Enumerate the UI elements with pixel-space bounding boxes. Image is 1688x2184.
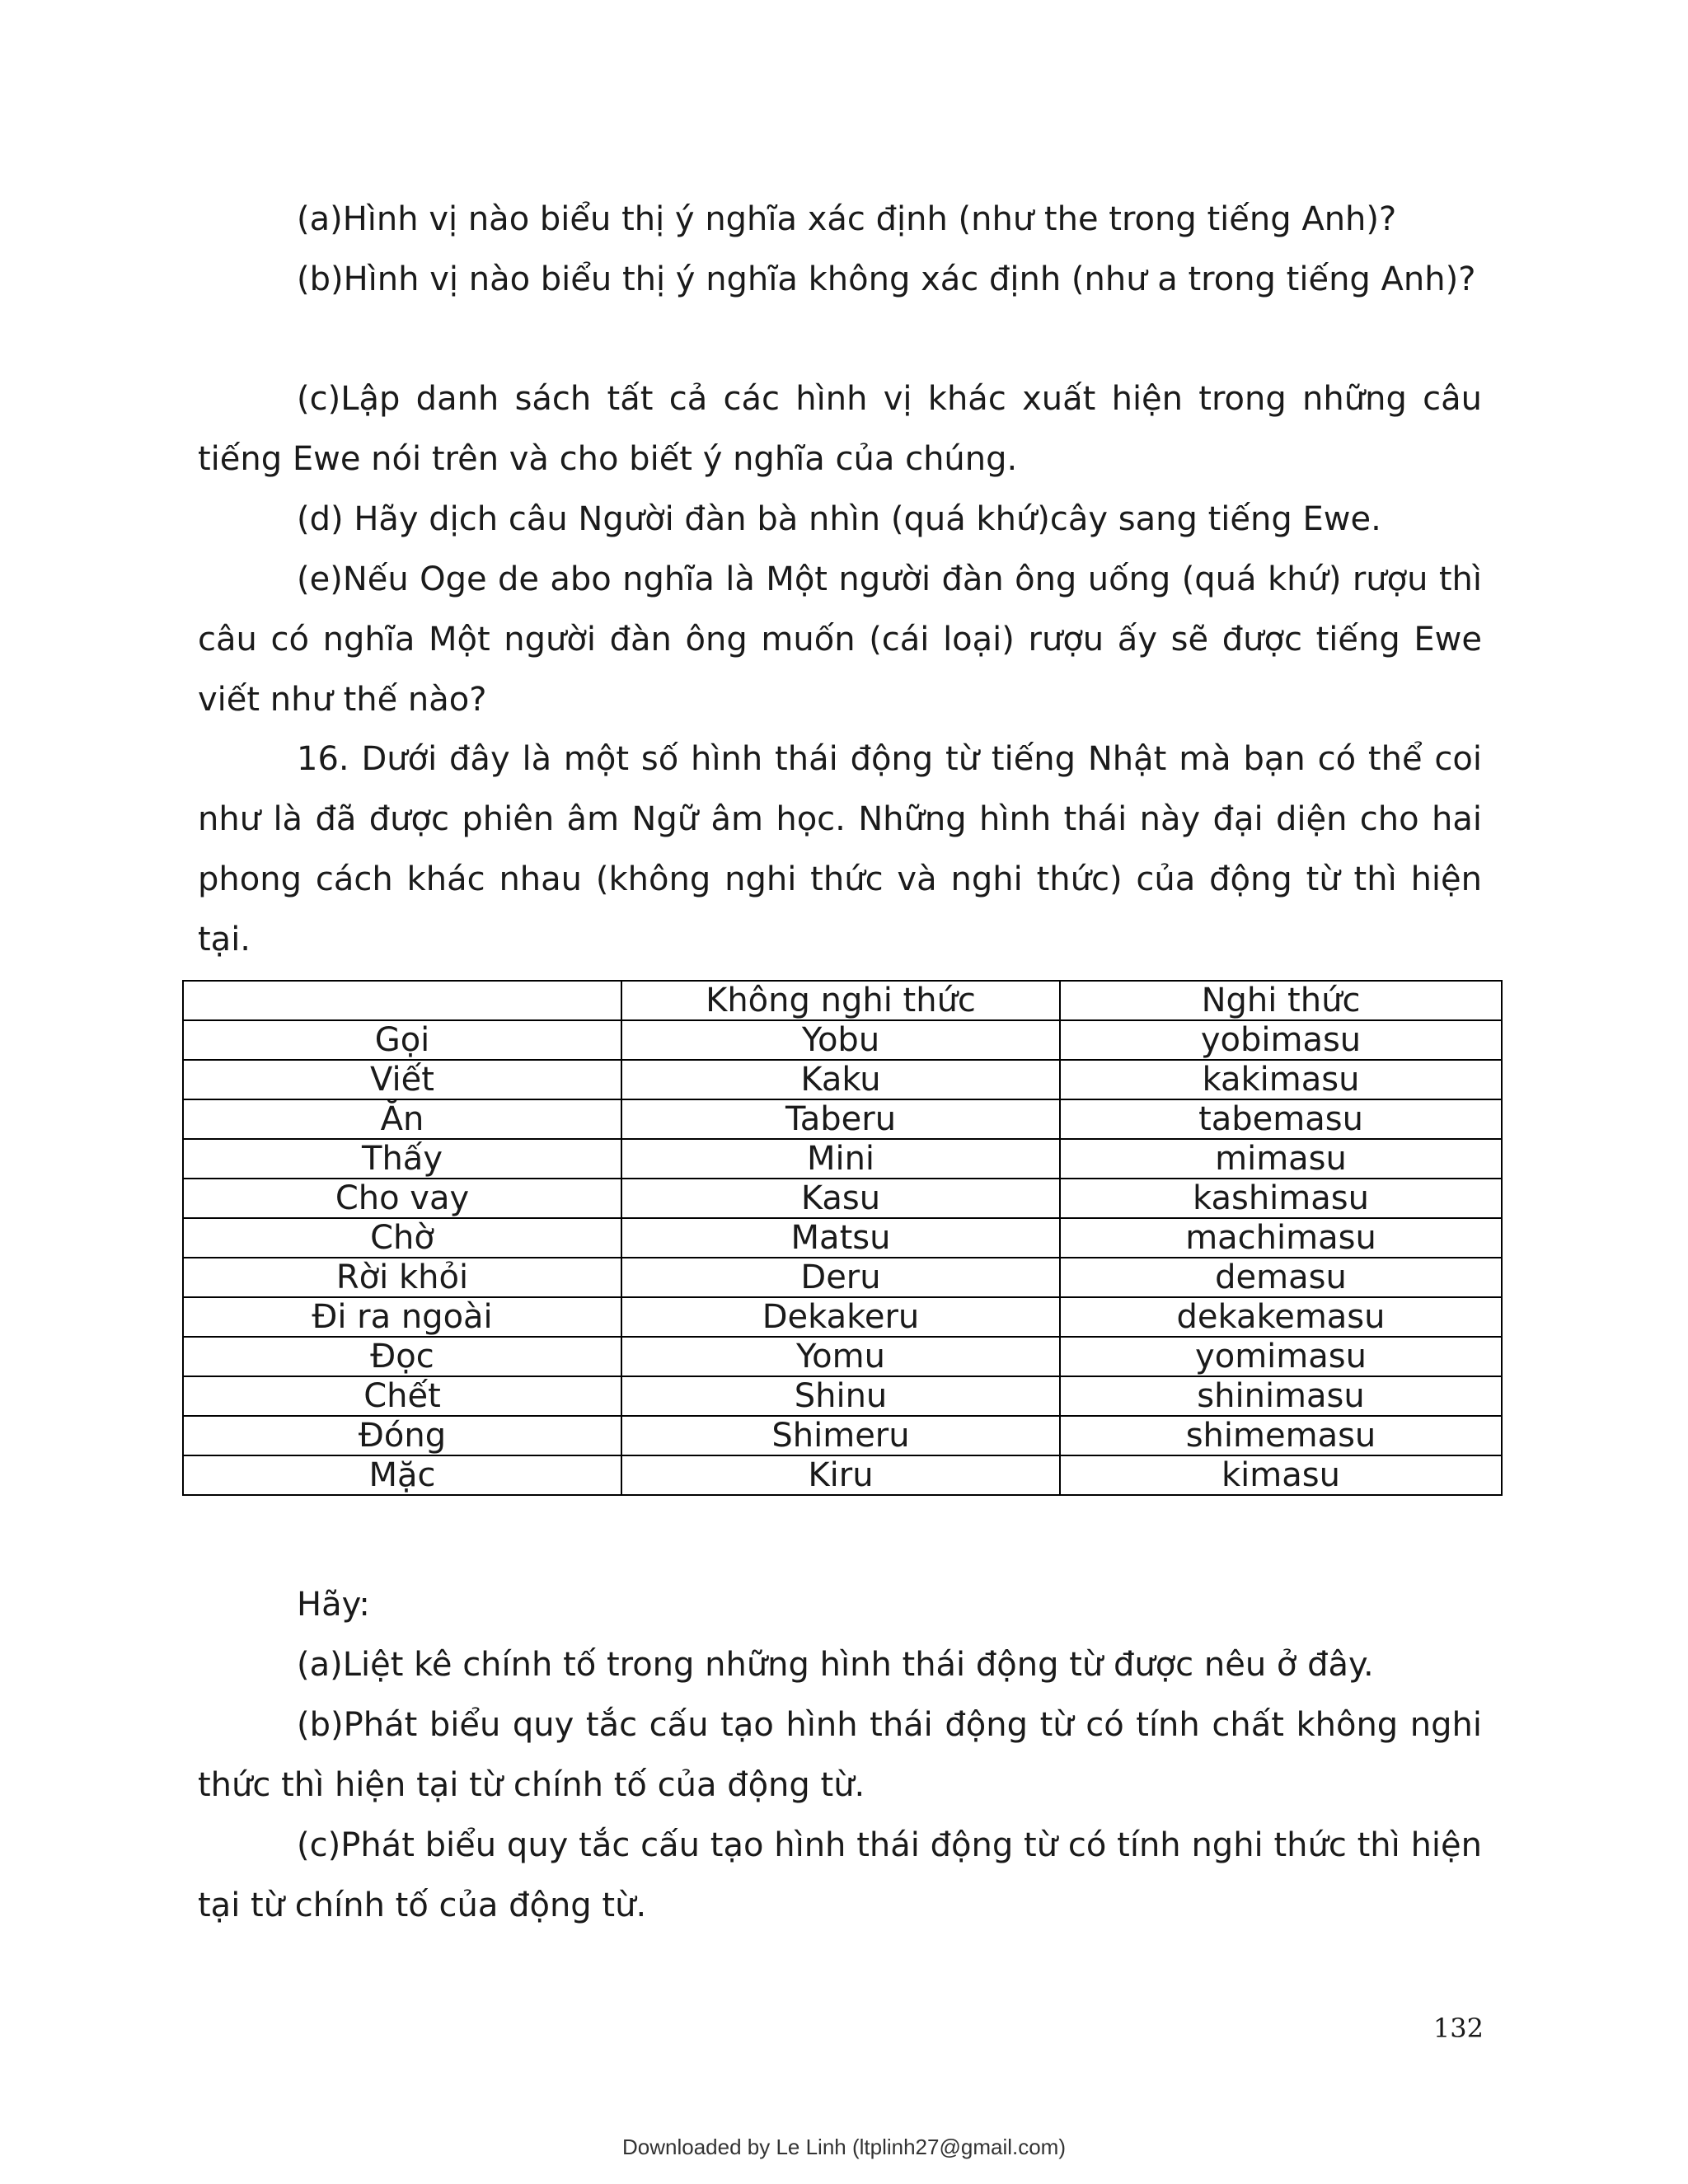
verb-meaning-cell: Gọi xyxy=(183,1020,621,1060)
formal-form-cell: kashimasu xyxy=(1060,1179,1502,1218)
question-b: (b)Hình vị nào biểu thị ý nghĩa không xác định (như a trong tiếng Anh)? xyxy=(297,260,1476,298)
formal-form-cell: dekakemasu xyxy=(1060,1297,1502,1337)
formal-form-cell: mimasu xyxy=(1060,1139,1502,1179)
question-d: (d) Hãy dịch câu Người đàn bà nhìn (quá khứ)cây sang tiếng Ewe. xyxy=(297,500,1381,538)
exercise-16-intro: 16. Dưới đây là một số hình thái động từ tiếng Nhật mà bạn có thể coi như là đã được phiên âm Ngữ âm học. Những hình thái này đại diện cho hai phong cách khác nhau (không nghi thức và nghi thức) của động từ thì hiện tại. xyxy=(198,740,1482,958)
verb-meaning-cell: Rời khỏi xyxy=(183,1258,621,1297)
formal-form-cell: yomimasu xyxy=(1060,1337,1502,1376)
header-cell-formal: Nghi thức xyxy=(1060,981,1502,1020)
formal-form-cell: kimasu xyxy=(1060,1455,1502,1495)
informal-form-cell: Mini xyxy=(621,1139,1060,1179)
table-row xyxy=(183,1337,1502,1376)
question-e: (e)Nếu Oge de abo nghĩa là Một người đàn ông uống (quá khứ) rượu thì câu có nghĩa Một người đàn ông muốn (cái loại) rượu ấy sẽ được tiếng Ewe viết như thế nào? xyxy=(198,560,1482,719)
informal-form-cell: Dekakeru xyxy=(621,1297,1060,1337)
informal-form-cell: Shimeru xyxy=(621,1416,1060,1455)
informal-form-cell: Kaku xyxy=(621,1060,1060,1099)
verb-forms-table xyxy=(182,980,1503,1496)
table-row xyxy=(183,1218,1502,1258)
verb-meaning-cell: Cho vay xyxy=(183,1179,621,1218)
verb-meaning-cell: Viết xyxy=(183,1060,621,1099)
informal-form-cell: Matsu xyxy=(621,1218,1060,1258)
informal-form-cell: Shinu xyxy=(621,1376,1060,1416)
task-b: (b)Phát biểu quy tắc cấu tạo hình thái động từ có tính chất không nghi thức thì hiện tại từ chính tố của động từ. xyxy=(198,1706,1482,1804)
instruction-heading: Hãy: xyxy=(297,1586,370,1624)
informal-form-cell: Taberu xyxy=(621,1099,1060,1139)
table-row xyxy=(183,1416,1502,1455)
verb-meaning-cell: Chết xyxy=(183,1376,621,1416)
verb-meaning-cell: Đọc xyxy=(183,1337,621,1376)
table-row xyxy=(183,1297,1502,1337)
informal-form-cell: Yomu xyxy=(621,1337,1060,1376)
verb-meaning-cell: Ăn xyxy=(183,1099,621,1139)
verb-meaning-cell: Chờ xyxy=(183,1218,621,1258)
page-number: 132 xyxy=(1432,2013,1484,2044)
informal-form-cell: Kasu xyxy=(621,1179,1060,1218)
download-footer: Downloaded by Le Linh (ltplinh27@gmail.com) xyxy=(621,2135,1066,2159)
table-row xyxy=(183,1139,1502,1179)
header-cell-informal: Không nghi thức xyxy=(621,981,1060,1020)
table-row xyxy=(183,1258,1502,1297)
formal-form-cell: yobimasu xyxy=(1060,1020,1502,1060)
informal-form-cell: Yobu xyxy=(621,1020,1060,1060)
verb-meaning-cell: Đóng xyxy=(183,1416,621,1455)
table-header-row xyxy=(183,981,1502,1020)
question-c: (c)Lập danh sách tất cả các hình vị khác xuất hiện trong những câu tiếng Ewe nói trên và cho biết ý nghĩa của chúng. xyxy=(198,380,1482,478)
informal-form-cell: Kiru xyxy=(621,1455,1060,1495)
task-c: (c)Phát biểu quy tắc cấu tạo hình thái động từ có tính nghi thức thì hiện tại từ chính tố của động từ. xyxy=(198,1826,1482,1924)
table-row xyxy=(183,1099,1502,1139)
verb-meaning-cell: Mặc xyxy=(183,1455,621,1495)
formal-form-cell: demasu xyxy=(1060,1258,1502,1297)
verb-meaning-cell: Thấy xyxy=(183,1139,621,1179)
header-cell-verb xyxy=(183,981,621,1020)
formal-form-cell: tabemasu xyxy=(1060,1099,1502,1139)
table-row xyxy=(183,1376,1502,1416)
verb-table-body xyxy=(183,981,1502,1495)
task-a: (a)Liệt kê chính tố trong những hình thái động từ được nêu ở đây. xyxy=(297,1646,1374,1684)
verb-meaning-cell: Đi ra ngoài xyxy=(183,1297,621,1337)
table-row xyxy=(183,1455,1502,1495)
informal-form-cell: Deru xyxy=(621,1258,1060,1297)
table-row xyxy=(183,1060,1502,1099)
table-row xyxy=(183,1020,1502,1060)
formal-form-cell: shinimasu xyxy=(1060,1376,1502,1416)
formal-form-cell: kakimasu xyxy=(1060,1060,1502,1099)
table-row xyxy=(183,1179,1502,1218)
formal-form-cell: shimemasu xyxy=(1060,1416,1502,1455)
question-a: (a)Hình vị nào biểu thị ý nghĩa xác định (như the trong tiếng Anh)? xyxy=(297,200,1397,238)
formal-form-cell: machimasu xyxy=(1060,1218,1502,1258)
